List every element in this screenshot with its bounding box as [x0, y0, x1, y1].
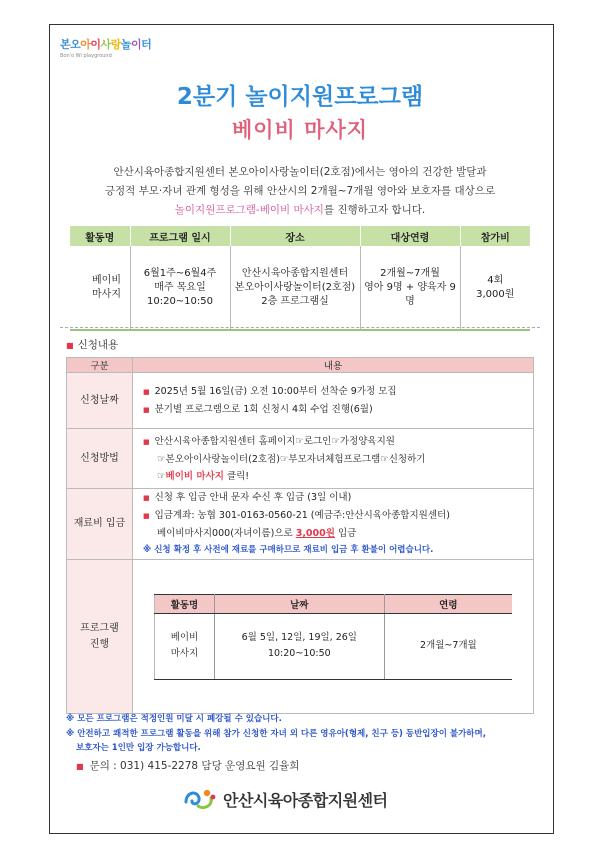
cell-line: 매주 목요일 [154, 281, 206, 293]
list-item-text: 입금계좌: 농협 301-0163-0560-21 (예금주:안산시육아종합지원센터) [154, 510, 450, 521]
col-header-schedule: 프로그램 일시 [130, 226, 230, 246]
col-header-category: 구분 [67, 358, 133, 373]
fee-instruction [133, 525, 533, 542]
list-item-text: 안산시육아종합지원센터 홈페이지☞로그인☞가정양육지원 [154, 435, 395, 447]
program-subtitle: 베이비 마사지 [231, 118, 369, 142]
col-header-target: 대상연령 [360, 226, 460, 246]
intro-line-rest: 를 진행하고자 합니다. [323, 204, 426, 216]
refund-notice: ※ 신청 확정 후 사전에 재료를 구매하므로 재료비 입금 후 환불이 어렵습니다. [143, 545, 434, 555]
intro-line: 긍정적 부모·자녀 관계 형성을 위해 안산시의 2개월~7개월 영아와 보호자를 대상으로 [104, 185, 496, 197]
row-content-fee [133, 489, 534, 560]
fee-text: 입금 [334, 528, 357, 539]
square-bullet-icon: ■ [143, 387, 150, 396]
logo-letter: 아 [80, 38, 91, 51]
row-label-fee: 재료비 입금 [67, 489, 133, 560]
table-row [67, 489, 534, 560]
row-content-progress [133, 560, 534, 714]
cell-line: 안산시육아종합지원센터 [241, 267, 349, 279]
cell-line: 3,000원 [476, 288, 515, 300]
row-label-method: 신청방법 [67, 429, 133, 489]
cell-fee [460, 246, 530, 330]
method-step [133, 468, 533, 485]
fee-text: 베이비마사지000(자녀이름)으로 [157, 528, 296, 539]
note-item: ※ 안전하고 쾌적한 프로그램 활동을 위해 참가 신청한 자녀 외 다른 영유아(형제, 친구 등) 동반입장이 불가하며, [66, 728, 486, 739]
intro-line: 안산시육아종합지원센터 본오아이사랑놀이터(2호점)에서는 영아의 건강한 발달과 [113, 166, 487, 178]
cell-line: 10:20~10:50 [267, 648, 331, 659]
section-divider [60, 327, 540, 328]
col-header-place: 장소 [230, 226, 360, 246]
section-title [66, 337, 118, 352]
list-item [133, 507, 533, 525]
intro-highlight: 놀이지원프로그램-베이비 마사지 [174, 204, 324, 216]
cell-line: 2층 프로그램실 [261, 295, 329, 307]
list-item [133, 433, 533, 451]
logo-subtitle: Bon'o Wi playground [60, 53, 112, 59]
cell-activity [70, 246, 130, 330]
note-item: ※ 모든 프로그램은 적정인원 미달 시 폐강될 수 있습니다. [66, 714, 282, 724]
method-suffix: 클릭! [223, 470, 250, 482]
cell-line: 베이비 [170, 632, 199, 643]
col-header-age: 연령 [384, 594, 512, 613]
row-label-date: 신청날짜 [67, 373, 133, 429]
progress-table [154, 594, 512, 680]
footer-logo [183, 785, 388, 813]
cell-line: 10:20~10:50 [146, 295, 213, 307]
table-row [67, 429, 534, 489]
row-label-progress [67, 560, 133, 714]
logo-letter: 랑 [110, 38, 121, 51]
cell-line: 마사지 [92, 288, 121, 300]
logo-letter: 이 [90, 38, 101, 51]
cell-line: 마사지 [170, 648, 199, 659]
cell-line: 6월1주~6월4주 [143, 267, 217, 279]
organization-name: 안산시육아종합지원센터 [223, 790, 388, 810]
logo [60, 36, 180, 66]
cell-line: 4회 [487, 274, 504, 286]
cell-age: 2개월~7개월 [384, 613, 512, 679]
intro-line [60, 201, 540, 220]
logo-letter: 사 [100, 38, 111, 51]
col-header-date: 날짜 [214, 594, 384, 613]
cell-line: 영아 9명 + 양육자 9명 [364, 281, 456, 307]
list-item-text: 신청 후 입금 안내 문자 수신 후 입금 (3일 이내) [154, 492, 352, 503]
cell-schedule [130, 246, 230, 330]
table-row [155, 613, 513, 679]
notes [66, 712, 536, 756]
col-header-activity: 활동명 [155, 594, 215, 613]
cell-line: 6월 5일, 12일, 19일, 26일 [241, 632, 357, 643]
list-item [133, 489, 533, 507]
program-summary-table [70, 226, 530, 331]
cell-place [230, 246, 360, 330]
col-header-activity: 활동명 [70, 226, 130, 246]
logo-letter: 터 [141, 38, 152, 51]
contact-info [76, 758, 299, 773]
list-item [133, 383, 533, 401]
col-header-fee: 참가비 [460, 226, 530, 246]
organization-logo-icon [183, 786, 217, 812]
table-row [67, 373, 534, 429]
row-content-method [133, 429, 534, 489]
list-item-text: 분기별 프로그램으로 1회 신청시 4회 수업 진행(6월) [154, 403, 373, 415]
table-row [67, 560, 534, 714]
fee-amount: 3,000원 [295, 528, 335, 539]
square-bullet-icon: ■ [66, 341, 74, 350]
cell-line: 진행 [89, 638, 110, 650]
cell-line: 프로그램 [80, 622, 119, 634]
col-header-content: 내용 [133, 358, 534, 373]
cell-target [360, 246, 460, 330]
cell-line: 베이비 [92, 274, 121, 286]
intro-paragraph [60, 163, 540, 220]
cell-line: 본오아이사랑놀이터(2호점) [234, 281, 356, 293]
cell-activity [155, 613, 215, 679]
page-title: 2분기 놀이지원프로그램 [176, 84, 424, 110]
square-bullet-icon: ■ [143, 437, 150, 446]
list-item-text: 2025년 5월 16일(금) 오전 10:00부터 선착순 9가정 모집 [154, 385, 397, 397]
row-content-date [133, 373, 534, 429]
contact-text: 문의 : 031) 415-2278 담당 운영요원 김율희 [89, 760, 300, 772]
method-highlight: 베이비 마사지 [165, 470, 224, 482]
square-bullet-icon: ■ [143, 512, 150, 520]
square-bullet-icon: ■ [143, 494, 150, 502]
logo-letter: 이 [130, 38, 142, 51]
square-bullet-icon: ■ [143, 405, 150, 414]
cell-dates [214, 613, 384, 679]
application-table [66, 357, 534, 714]
logo-letter: 놀 [120, 38, 131, 51]
cell-line: 2개월~7개월 [380, 267, 440, 279]
table-row [70, 246, 530, 330]
logo-wordmark [60, 36, 180, 52]
logo-letter: 본오 [60, 38, 81, 51]
list-item [133, 401, 533, 419]
section-title-text: 신청내용 [77, 339, 119, 351]
note-item: 보호자는 1인만 입장 가능합니다. [76, 743, 201, 753]
method-step: ☞본오아이사랑놀이터(2호점)☞부모자녀체험프로그램☞신청하기 [157, 453, 426, 465]
square-bullet-icon: ■ [76, 762, 84, 771]
pointing-hand-icon: ☞ [157, 470, 166, 482]
